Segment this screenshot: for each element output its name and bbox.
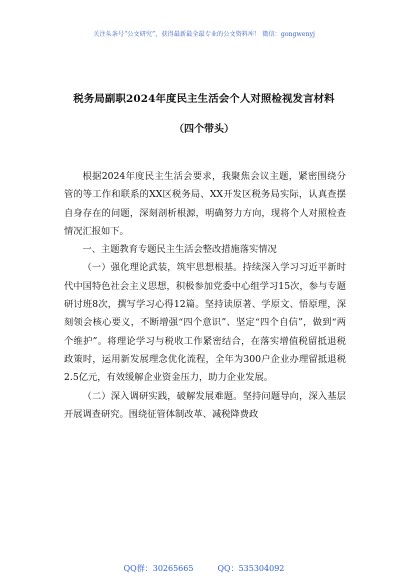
body-paragraph: 一、主题教育专题民主生活会整改措施落实情况 [82,244,277,256]
document-title: 税务局副职2024年度民主生活会个人对照检视发言材料 [73,93,335,105]
footer-contact [0,564,408,574]
body-paragraph: （一）强化理论武装，筑牢思想根基。持续深入学习习近平新时代中国特色社会主义思想，积极参加党委中心组学习15次，参与专题研讨班8次，撰写学习心得12篇。坚持读原著、学原文、悟原理，深刻领会核心要义，不断增强“四个意识”、坚定“四个自信”，做到“两个维护”。将理论学习与税收工作紧密结合，在落实增值税留抵退税政策时，运用新发展理念优化流程，全年为300户企业办理留抵退税2.5亿元，有效缓解企业资金压力，助力企业发展。 [64,262,346,384]
header-banner: 关注头条号“公文研究”，获得最新最全最专业的公文资料库！ 微信：gongwenyj [93,31,315,38]
document-body [64,168,346,424]
footer-qq-group: QQ群：30265665 [123,564,194,573]
body-paragraph: （二）深入调研实践，破解发展难题。坚持问题导向，深入基层开展调查研究。围绕征管体制改革、减税降费政 [64,390,346,420]
document-subtitle: （四个带头） [174,124,234,135]
footer-qq-contact: QQ：535304092 [217,564,285,573]
body-paragraph: 根据2024年度民主生活会要求，我聚焦会议主题，紧密围绕分管的等工作和联系的XX区税务局、XX开发区税务局实际，认真查摆自身存在的问题，深刻剖析根源，明确努力方向，现将个人对照检查情况汇报如下。 [64,171,346,237]
